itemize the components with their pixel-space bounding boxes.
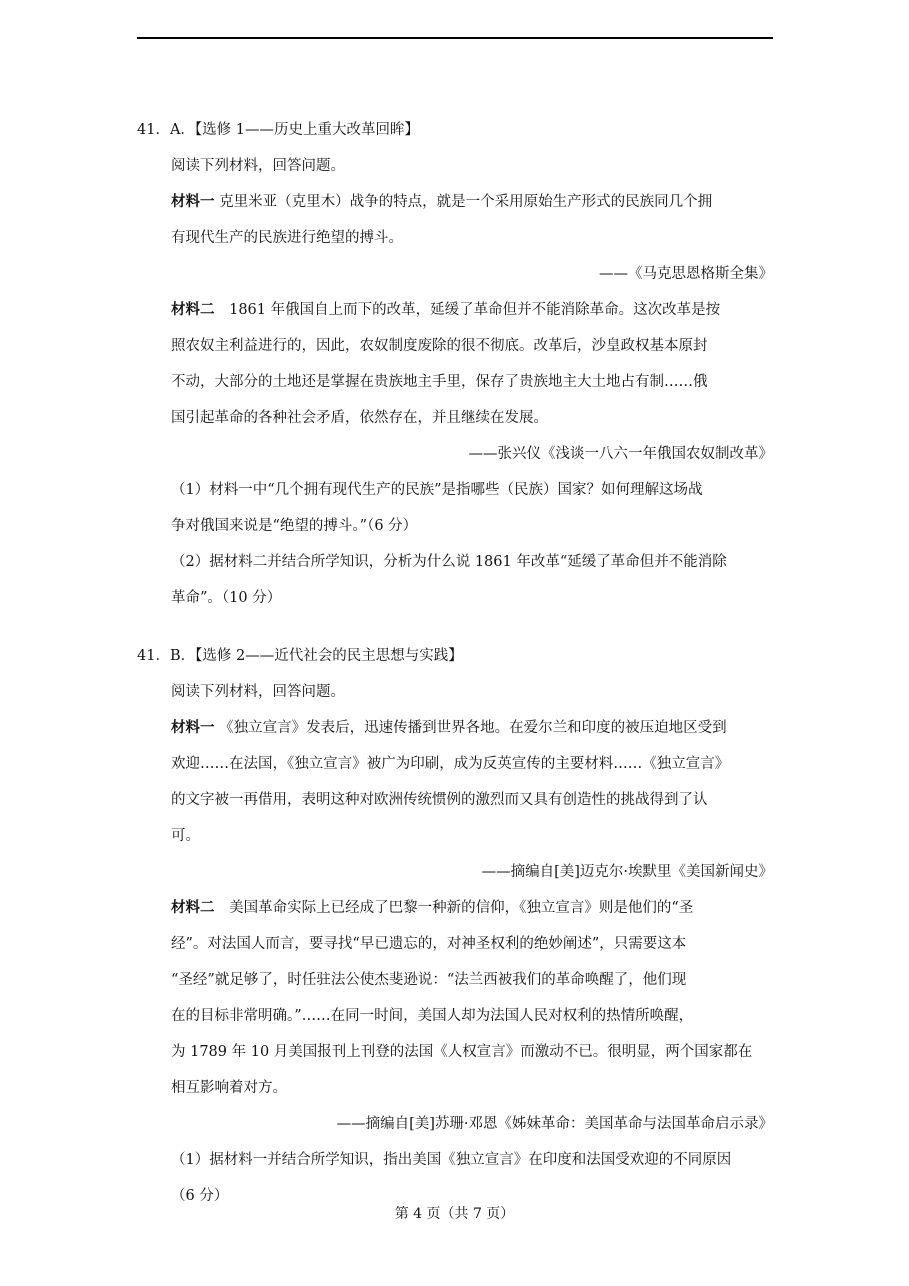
- section-a-material1-line: [137, 184, 773, 220]
- section-b-material2-line: “圣经”就足够了，时任驻法公使杰斐逊说：“法兰西被我们的革命唤醒了，他们现: [171, 972, 687, 988]
- section-b-material1-source: ——摘编自[美]迈克尔·埃默里《美国新闻史》: [481, 864, 773, 880]
- section-b-material2-source: ——摘编自[美]苏珊·邓恩《姊妹革命：美国革命与法国革命启示录》: [336, 1116, 773, 1132]
- material-text: 克里米亚（克里木）战争的特点，就是一个采用原始生产形式的民族同几个拥: [219, 194, 713, 210]
- section-b-material2-line: 经”。对法国人而言，要寻找“早已遗忘的，对神圣权利的绝妙阐述”，只需要这本: [171, 936, 687, 952]
- page-number-footer: 第 4 页（共 7 页）: [394, 1206, 515, 1222]
- section-b-question1-line: （1）据材料一并结合所学知识，指出美国《独立宣言》在印度和法国受欢迎的不同原因: [171, 1152, 732, 1168]
- section-b-material2-line: 在的目标非常明确。”……在同一时间，美国人却为法国人民对权利的热情所唤醒，: [171, 1008, 694, 1024]
- section-b-material1-line: 欢迎……在法国，《独立宣言》被广为印刷，成为反英宣传的主要材料……《独立宣言》: [171, 756, 730, 772]
- section-a-material2-line: 照农奴主利益进行的，因此，农奴制度废除的很不彻底。改革后，沙皇政权基本原封: [171, 338, 708, 354]
- section-b-material1-line: 的文字被一再借用，表明这种对欧洲传统惯例的激烈而又具有创造性的挑战得到了认: [171, 792, 708, 808]
- page-content: [137, 112, 773, 1214]
- section-b-material1-line: [137, 710, 773, 746]
- material-label: 材料一: [171, 193, 215, 210]
- section-b-material1-line: 可。: [171, 828, 200, 844]
- section-a-material1-line: 有现代生产的民族进行绝望的搏斗。: [171, 230, 403, 246]
- section-a-material2-line: 国引起革命的各种社会矛盾，依然存在，并且继续在发展。: [171, 410, 548, 426]
- material-label: 材料一: [171, 719, 215, 736]
- section-gap: [137, 616, 773, 638]
- material-text: 美国革命实际上已经成了巴黎一种新的信仰，《独立宣言》则是他们的“圣: [229, 900, 694, 916]
- section-a-question1-line: （1）材料一中“几个拥有现代生产的民族”是指哪些（民族）国家？如何理解这场战: [171, 482, 703, 498]
- section-b-question1-line: （6 分）: [171, 1188, 229, 1204]
- section-a-question2-line: 革命”。（10 分）: [171, 590, 282, 606]
- section-a-material1-source: ——《马克思恩格斯全集》: [599, 266, 773, 282]
- section-a-question1-line: 争对俄国来说是“绝望的搏斗。”（6 分）: [171, 518, 418, 534]
- section-b-material2-line: 相互影响着对方。: [171, 1080, 287, 1096]
- section-a-material2-line: [137, 292, 773, 328]
- section-b-material2-line: 为 1789 年 10 月美国报刊上刊登的法国《人权宣言》而激动不已。很明显，两个国家都在: [171, 1044, 753, 1060]
- section-b-instruction: 阅读下列材料，回答问题。: [171, 684, 345, 700]
- material-text: 《独立宣言》发表后，迅速传播到世界各地。在爱尔兰和印度的被压迫地区受到: [219, 720, 727, 736]
- header-rule: [137, 37, 773, 39]
- section-b-heading: 41．B．【选修 2——近代社会的民主思想与实践】: [137, 648, 463, 664]
- section-a-material2-line: 不动，大部分的土地还是掌握在贵族地主手里，保存了贵族地主大土地占有制……俄: [171, 374, 708, 390]
- section-b-material2-line: [137, 890, 773, 926]
- section-a-question2-line: （2）据材料二并结合所学知识，分析为什么说 1861 年改革“延缓了革命但并不能消除: [171, 554, 727, 570]
- material-label: 材料二: [171, 899, 215, 916]
- section-a-instruction: 阅读下列材料，回答问题。: [171, 158, 345, 174]
- material-text: 1861 年俄国自上而下的改革，延缓了革命但并不能消除革命。这次改革是按: [229, 302, 721, 318]
- section-a-heading: 41．A．【选修 1——历史上重大改革回眸】: [137, 122, 420, 138]
- section-a-material2-source: ——张兴仪《浅谈一八六一年俄国农奴制改革》: [468, 446, 773, 462]
- material-label: 材料二: [171, 301, 215, 318]
